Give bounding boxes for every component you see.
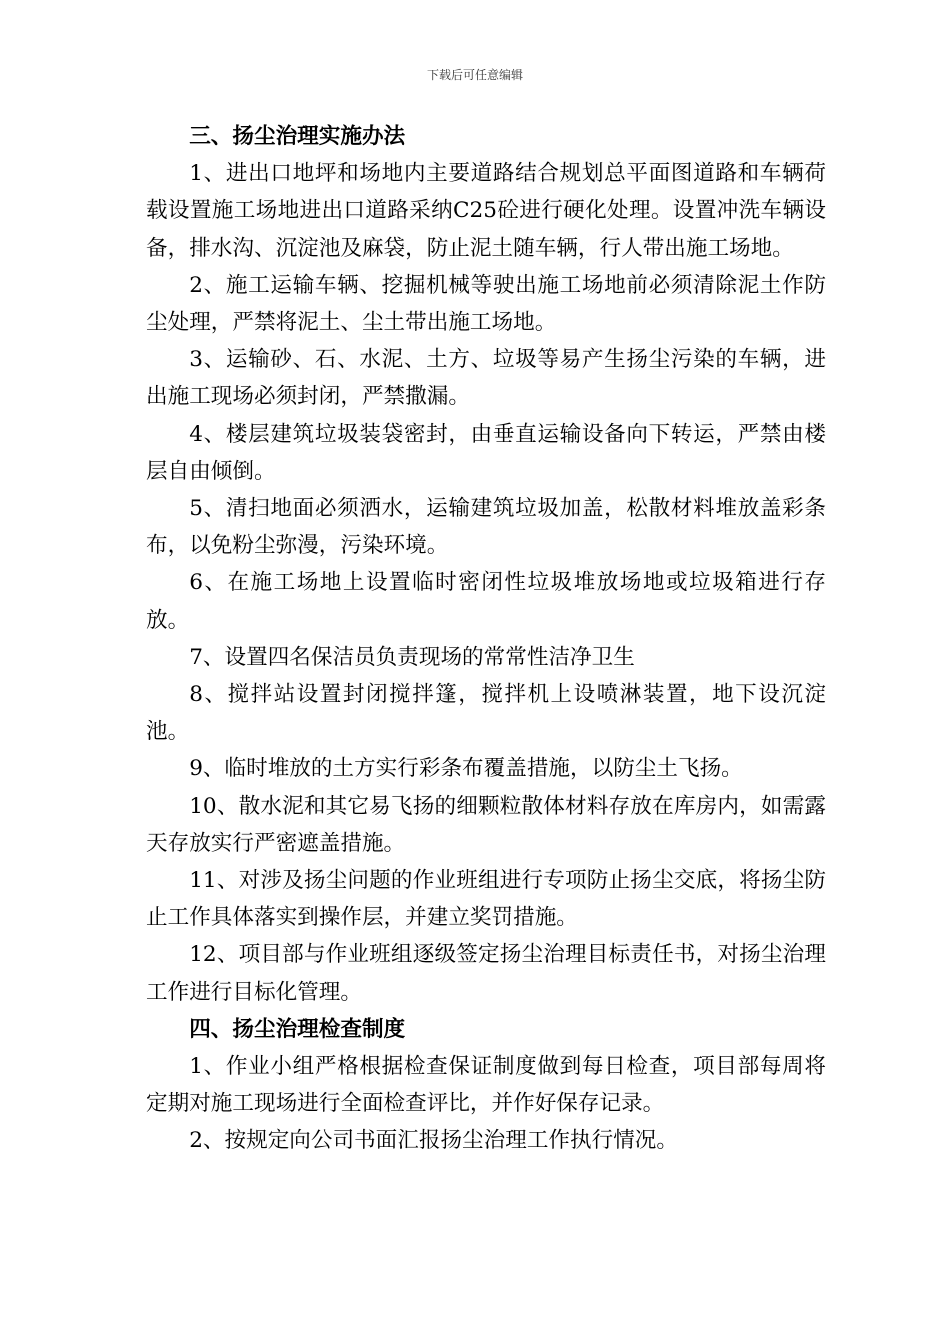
paragraph: 1、作业小组严格根据检查保证制度做到每日检查，项目部每周将定期对施工现场进行全面检查评比，并作好保存记录。 — [146, 1054, 826, 1117]
paragraph: 4、楼层建筑垃圾装袋密封，由垂直运输设备向下转运，严禁由楼层自由倾倒。 — [146, 421, 826, 484]
document-body — [146, 118, 826, 1160]
paragraph: 7、设置四名保洁员负责现场的常常性洁净卫生 — [189, 644, 635, 670]
paragraph: 9、临时堆放的土方实行彩条布覆盖措施，以防尘土飞扬。 — [189, 756, 743, 782]
page-header: 下载后可任意编辑 — [426, 68, 523, 82]
paragraph: 1、进出口地坪和场地内主要道路结合规划总平面图道路和车辆荷载设置施工场地进出口道路采纳C25砼进行硬化处理。设置冲洗车辆设备，排水沟、沉淀池及麻袋，防止泥土随车辆，行人带出施工场地。 — [146, 161, 826, 261]
section-heading-3: 三、扬尘治理实施办法 — [189, 124, 406, 149]
paragraph: 2、按规定向公司书面汇报扬尘治理工作执行情况。 — [189, 1128, 678, 1154]
paragraph: 11、对涉及扬尘问题的作业班组进行专项防止扬尘交底，将扬尘防止工作具体落实到操作层，并建立奖罚措施。 — [146, 868, 826, 931]
paragraph: 6、在施工场地上设置临时密闭性垃圾堆放场地或垃圾箱进行存放。 — [146, 570, 826, 633]
paragraph: 8、搅拌站设置封闭搅拌篷，搅拌机上设喷淋装置，地下设沉淀池。 — [146, 682, 826, 745]
paragraph: 10、散水泥和其它易飞扬的细颗粒散体材料存放在库房内，如需露天存放实行严密遮盖措施。 — [146, 793, 826, 856]
section-heading-4: 四、扬尘治理检查制度 — [189, 1016, 406, 1042]
paragraph: 2、施工运输车辆、挖掘机械等驶出施工场地前必须清除泥土作防尘处理，严禁将泥土、尘土带出施工场地。 — [146, 272, 826, 336]
paragraph: 12、项目部与作业班组逐级签定扬尘治理目标责任书，对扬尘治理工作进行目标化管理。 — [146, 942, 826, 1005]
paragraph: 3、运输砂、石、水泥、土方、垃圾等易产生扬尘污染的车辆，进出施工现场必须封闭，严禁撒漏。 — [146, 347, 826, 410]
paragraph: 5、清扫地面必须洒水，运输建筑垃圾加盖，松散材料堆放盖彩条布，以免粉尘弥漫，污染环境。 — [146, 496, 826, 559]
